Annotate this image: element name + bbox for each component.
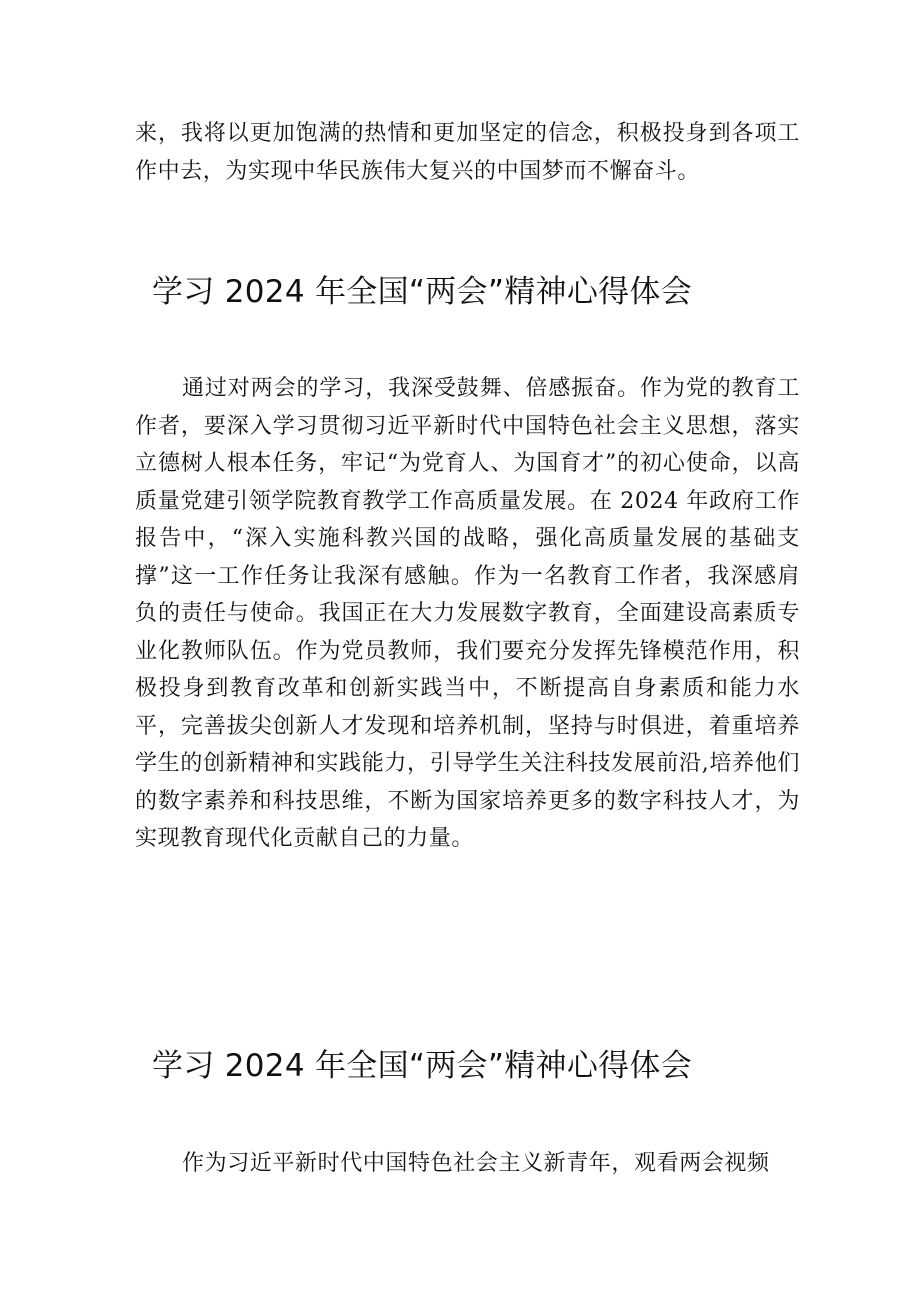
section-heading-2: 学习 2024 年全国“两会”精神心得体会 [152, 1048, 693, 1084]
paragraph-body-education: 通过对两会的学习，我深受鼓舞、倍感振奋。作为党的教育工作者，要深入学习贯彻习近平新时代中国特色社会主义思想，落实立德树人根本任务，牢记“为党育人、为国育才”的初心使命，以高质量党建引领学院教育教学工作高质量发展。在 2024 年政府工作报告中，“深入实施科教兴国的战略，强化高质量发展的基础支撑”这一工作任务让我深有感触。作为一名教育工作者，我深感肩负的责任与使命。我国正在大力发展数字教育，全面建设高素质专业化教师队伍。作为党员教师，我们要充分发挥先锋模范作用，积极投身到教育改革和创新实践当中，不断提高自身素质和能力水平，完善拔尖创新人才发现和培养机制，坚持与时俱进，着重培养学生的创新精神和实践能力，引导学生关注科技发展前沿,培养他们的数字素养和科技思维，不断为国家培养更多的数字科技人才，为实现教育现代化贡献自己的力量。 [135, 376, 800, 851]
paragraph-body-youth: 作为习近平新时代中国特色社会主义新青年，观看两会视频 [182, 1151, 770, 1176]
section-heading-1: 学习 2024 年全国“两会”精神心得体会 [152, 274, 693, 310]
paragraph-continued-closing: 来，我将以更加饱满的热情和更加坚定的信念，积极投身到各项工作中去，为实现中华民族伟大复兴的中国梦而不懈奋斗。 [135, 121, 800, 184]
